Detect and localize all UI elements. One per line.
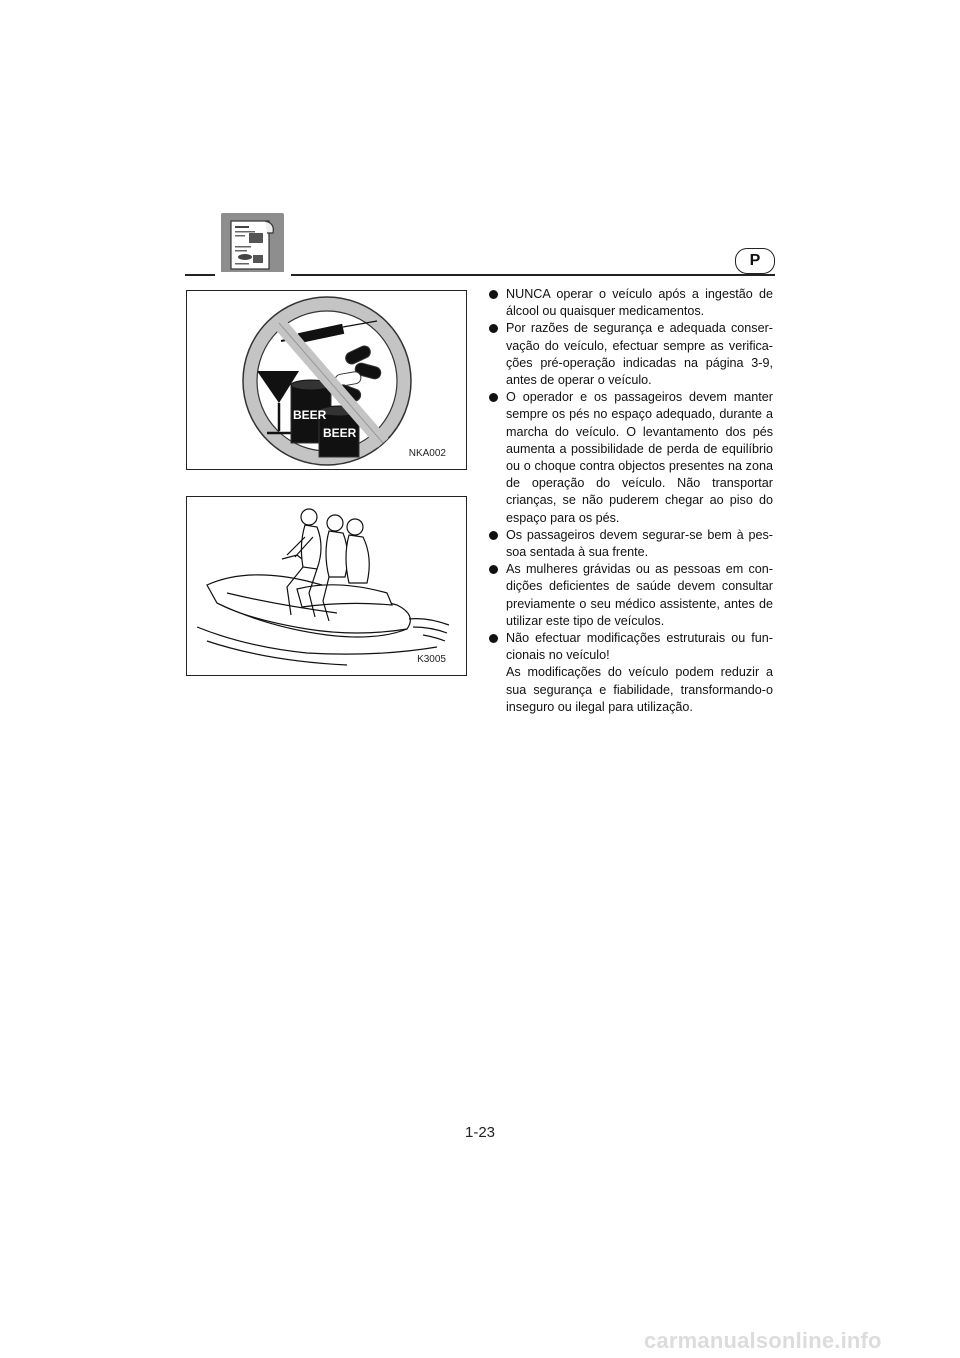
no-alcohol-drugs-illustration <box>187 291 468 471</box>
header-rule-gap <box>215 272 291 278</box>
bullet-icon <box>489 531 498 540</box>
bullet-icon <box>489 324 498 333</box>
list-item <box>489 320 773 389</box>
bullet-icon <box>489 565 498 574</box>
watercraft-passengers-illustration <box>187 497 468 677</box>
beer-can-label-2: BEER <box>323 426 357 440</box>
bullet-text: As mulheres grávidas ou as pessoas em con-dições deficientes de saúde devem consultar previamente o seu médico assistente, antes de utilizar este tipo de veículos. <box>506 562 773 628</box>
beer-can-label-1: BEER <box>293 408 327 422</box>
list-item <box>489 561 773 630</box>
figure-code: NKA002 <box>408 448 446 459</box>
watercraft-passengers-figure <box>186 496 467 676</box>
bullet-icon <box>489 290 498 299</box>
bullet-icon <box>489 634 498 643</box>
figure-code: K3005 <box>417 654 446 665</box>
bullet-text: NUNCA operar o veículo após a ingestão de álcool ou quaisquer medicamentos. <box>506 287 773 319</box>
page-number: 1-23 <box>464 1124 496 1141</box>
list-item <box>489 286 773 320</box>
bullet-icon <box>489 393 498 402</box>
list-item <box>489 630 773 716</box>
list-item <box>489 527 773 561</box>
list-item <box>489 389 773 527</box>
bullet-text: Os passageiros devem segurar-se bem à pes-soa sentada à sua frente. <box>506 527 773 560</box>
manual-icon <box>221 213 284 276</box>
bullet-text-continued: As modificações do veículo podem reduzir a sua segurança e fiabilidade, transformando-o inseguro ou ilegal para utilização. <box>506 665 773 714</box>
language-badge: P <box>735 248 775 274</box>
safety-bullet-list <box>489 286 773 716</box>
bullet-text: Por razões de segurança e adequada conser-vação do veículo, efectuar sempre as verifica-ções pré-operação indicadas na página 3-9, antes de operar o veículo. <box>506 321 773 388</box>
bullet-text: O operador e os passageiros devem manter sempre os pés no espaço adequado, durante a marcha do veículo. O levantamento dos pés aumenta a possibilidade de perda de equilíbrio ou o choque contra objectos presentes na zona de operação do veículo. Não transportar crianças, se não puderem chegar ao piso do espaço para os pés. <box>506 390 773 525</box>
bullet-text: Não efectuar modificações estruturais ou fun-cionais no veículo! <box>506 631 773 663</box>
no-alcohol-drugs-figure <box>186 290 467 470</box>
footer-watermark[interactable]: carmanualsonline.info <box>644 1328 882 1353</box>
